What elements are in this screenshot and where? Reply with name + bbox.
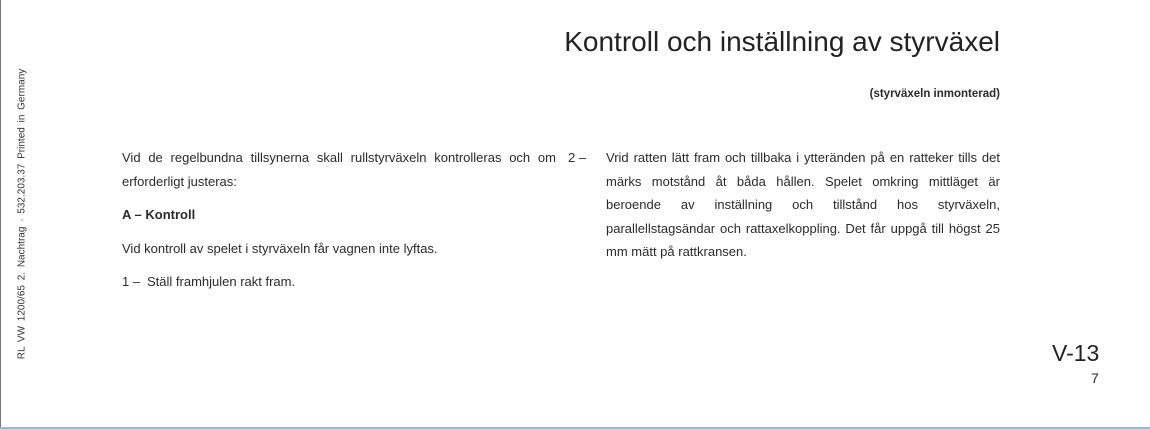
step-2 bbox=[568, 146, 1000, 264]
page-number: 7 bbox=[1091, 370, 1099, 386]
step-1-text: Ställ framhjulen rakt fram. bbox=[147, 274, 296, 289]
step-2-text: Vrid ratten lätt fram och tillbaka i ytteränden på en ratteker tills det märks motstånd åt båda hållen. Spelet omkring mittläget är beroende av inställning och tillstånd hos styrväxeln, parallellstagsändar och rattaxelkoppling. Det får uppgå till högst 25 mm mätt på rattkransen. bbox=[606, 150, 1000, 259]
intro-paragraph: Vid de regelbundna tillsynerna skall rullstyrväxeln kontrolleras och om erforderligt justeras: bbox=[122, 150, 556, 189]
page-code: V-13 bbox=[1052, 340, 1100, 366]
page-title: Kontroll och inställning av styrväxel bbox=[564, 26, 1000, 57]
page-subtitle: (styrväxeln inmonterad) bbox=[869, 88, 1000, 100]
section-heading: A – Kontroll bbox=[122, 207, 196, 222]
left-column bbox=[122, 146, 556, 294]
step-1-number: 1 – bbox=[122, 274, 141, 289]
page-border-left bbox=[0, 0, 1, 427]
check-paragraph: Vid kontroll av spelet i styrväxeln får vagnen inte lyftas. bbox=[122, 240, 438, 256]
step-2-number: 2 – bbox=[568, 150, 587, 165]
side-print-note: RL VW 1200/65 2. Nachtrag · 532.203.37 Printed in Germany bbox=[16, 68, 28, 360]
step-1 bbox=[122, 270, 556, 294]
